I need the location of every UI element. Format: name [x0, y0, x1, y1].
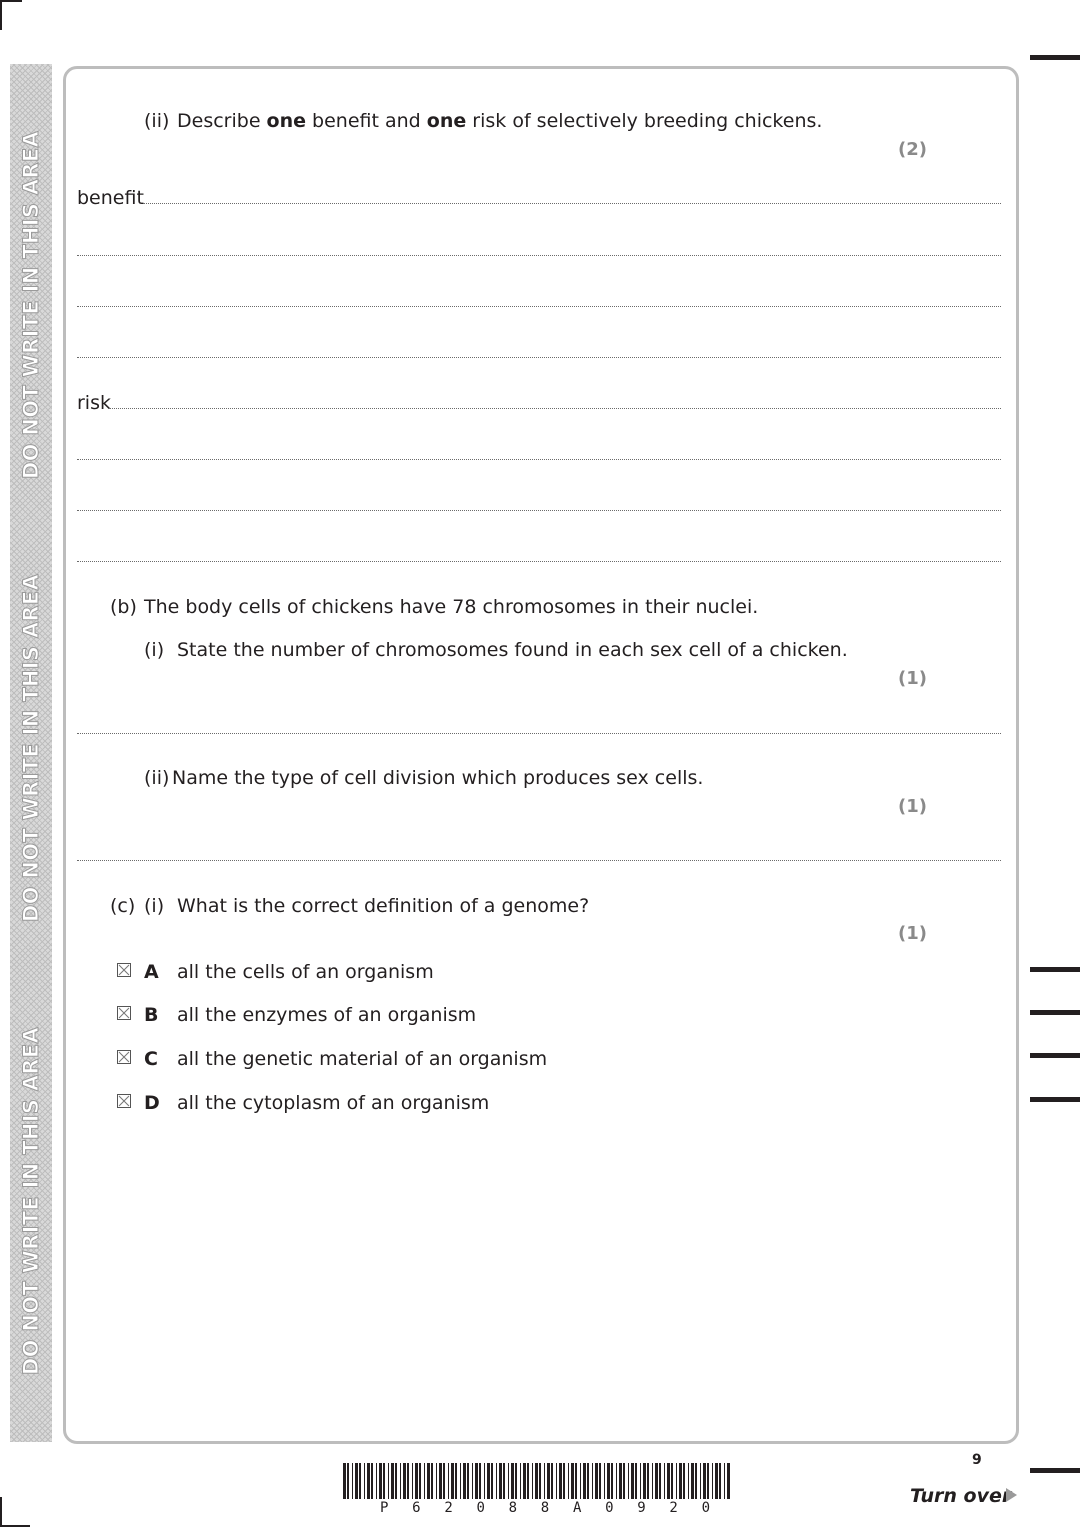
barcode-bar [667, 1463, 670, 1499]
barcode-digit: 9 [637, 1500, 646, 1516]
barcode-bar [508, 1463, 509, 1499]
answer-line[interactable] [77, 561, 1001, 562]
barcode-bar [487, 1463, 490, 1499]
barcode-bar [491, 1463, 493, 1499]
question-c-label: (c) [110, 895, 136, 917]
barcode-bar [640, 1463, 641, 1499]
answer-line[interactable] [77, 733, 1001, 734]
barcode-bar [367, 1463, 370, 1499]
barcode-bar [364, 1463, 365, 1499]
barcode-bar [511, 1463, 514, 1499]
barcode-bar [439, 1463, 442, 1499]
barcode-bar [727, 1463, 730, 1499]
option-c-letter: C [144, 1048, 158, 1070]
option-d-checkbox[interactable] [117, 1094, 131, 1108]
barcode-bar [688, 1463, 689, 1499]
barcode-bar [719, 1463, 721, 1499]
benefit-label: benefit [77, 187, 144, 209]
marks-b-i: (1) [898, 668, 927, 689]
question-c-i-text: What is the correct definition of a genome? [177, 895, 590, 917]
barcode-bar [623, 1463, 625, 1499]
barcode-bar [523, 1463, 526, 1499]
barcode-bar [484, 1463, 485, 1499]
edge-mark [1030, 1053, 1080, 1058]
edge-mark [1030, 1468, 1080, 1473]
barcode-bar [647, 1463, 649, 1499]
barcode-bar [424, 1463, 425, 1499]
answer-line[interactable] [77, 860, 1001, 861]
barcode-digit: 8 [540, 1500, 550, 1516]
barcode-bar [595, 1463, 598, 1499]
answer-line[interactable] [143, 203, 1001, 204]
edge-mark [1030, 1097, 1080, 1102]
barcode-bar [604, 1463, 605, 1499]
barcode-bar [724, 1463, 725, 1499]
edge-mark [1030, 967, 1080, 972]
barcode-bar [628, 1463, 629, 1499]
risk-label: risk [77, 392, 111, 414]
barcode-bar [443, 1463, 445, 1499]
edge-mark [1030, 55, 1080, 60]
crop-mark-top [0, 0, 2, 30]
option-a-letter: A [144, 961, 159, 983]
barcode-bar [359, 1463, 361, 1499]
barcode-bar [448, 1463, 449, 1499]
question-c-i-number: (i) [144, 895, 165, 917]
barcode-bar [415, 1463, 418, 1499]
barcode-digits [380, 1500, 710, 1516]
barcode-digit: 0 [701, 1500, 710, 1516]
answer-line[interactable] [109, 408, 1001, 409]
barcode-bar [371, 1463, 373, 1499]
barcode [343, 1463, 735, 1499]
barcode-bar [352, 1463, 353, 1499]
option-d-text: all the cytoplasm of an organism [177, 1092, 490, 1114]
barcode-bar [412, 1463, 413, 1499]
barcode-bar [467, 1463, 469, 1499]
barcode-bar [479, 1463, 481, 1499]
barcode-bar [407, 1463, 409, 1499]
barcode-bar [535, 1463, 538, 1499]
barcode-bar [391, 1463, 394, 1499]
barcode-bar [431, 1463, 433, 1499]
barcode-bar [583, 1463, 586, 1499]
barcode-bar [616, 1463, 617, 1499]
barcode-bar [343, 1463, 346, 1499]
barcode-bar [551, 1463, 553, 1499]
barcode-bar [403, 1463, 406, 1499]
barcode-bar [347, 1463, 349, 1499]
option-b-letter: B [144, 1004, 159, 1026]
barcode-bar [463, 1463, 466, 1499]
barcode-bar [436, 1463, 437, 1499]
barcode-bar [664, 1463, 665, 1499]
barcode-bar [619, 1463, 622, 1499]
barcode-bar [547, 1463, 550, 1499]
question-b-i-text: State the number of chromosomes found in each sex cell of a chicken. [177, 639, 848, 661]
barcode-bar [568, 1463, 569, 1499]
barcode-bar [383, 1463, 385, 1499]
option-b-text: all the enzymes of an organism [177, 1004, 477, 1026]
barcode-bar [703, 1463, 706, 1499]
turn-over-arrow-icon [1006, 1488, 1017, 1502]
marks-c-i: (1) [898, 923, 927, 944]
question-b-stem: The body cells of chickens have 78 chromosomes in their nuclei. [144, 596, 759, 618]
barcode-bar [379, 1463, 382, 1499]
barcode-bar [635, 1463, 637, 1499]
barcode-bar [683, 1463, 685, 1499]
barcode-digit: 0 [605, 1500, 614, 1516]
barcode-bar [695, 1463, 697, 1499]
turn-over-label: Turn over [910, 1485, 1012, 1507]
barcode-digit: 8 [508, 1500, 518, 1516]
barcode-bar [671, 1463, 673, 1499]
barcode-bar [419, 1463, 421, 1499]
question-b-label: (b) [110, 596, 137, 618]
marks-a-ii: (2) [898, 139, 927, 160]
barcode-bar [544, 1463, 545, 1499]
barcode-bar [496, 1463, 497, 1499]
option-c-text: all the genetic material of an organism [177, 1048, 548, 1070]
answer-line[interactable] [77, 510, 1001, 511]
barcode-bar [355, 1463, 358, 1499]
barcode-bar [395, 1463, 397, 1499]
barcode-bar [611, 1463, 613, 1499]
barcode-digit: 2 [669, 1500, 678, 1516]
barcode-bar [707, 1463, 709, 1499]
barcode-digit: 6 [412, 1500, 421, 1516]
barcode-bar [592, 1463, 593, 1499]
option-a-checkbox[interactable] [117, 963, 131, 977]
crop-mark-top-h [0, 0, 22, 2]
barcode-bar [571, 1463, 574, 1499]
barcode-bar [599, 1463, 601, 1499]
barcode-bar [575, 1463, 577, 1499]
answer-frame [63, 66, 1019, 1444]
answer-line[interactable] [77, 306, 1001, 307]
answer-line[interactable] [77, 459, 1001, 460]
barcode-bar [631, 1463, 634, 1499]
barcode-bar [451, 1463, 454, 1499]
barcode-bar [587, 1463, 589, 1499]
barcode-bar [532, 1463, 533, 1499]
barcode-bar [643, 1463, 646, 1499]
barcode-bar [691, 1463, 694, 1499]
barcode-bar [455, 1463, 457, 1499]
barcode-bar [520, 1463, 521, 1499]
barcode-bar [515, 1463, 517, 1499]
barcode-digit: P [380, 1500, 389, 1516]
question-b-ii-text: Name the type of cell division which produces sex cells. [172, 767, 704, 789]
barcode-bar [712, 1463, 713, 1499]
barcode-bar [475, 1463, 478, 1499]
crop-mark-bottom [0, 1497, 2, 1527]
barcode-bar [427, 1463, 430, 1499]
barcode-digit: A [572, 1500, 582, 1516]
barcode-bar [563, 1463, 565, 1499]
barcode-bar [700, 1463, 701, 1499]
answer-line[interactable] [77, 357, 1001, 358]
barcode-bar [539, 1463, 541, 1499]
barcode-digit: 0 [476, 1500, 485, 1516]
question-b-i-number: (i) [144, 639, 165, 661]
barcode-bar [580, 1463, 581, 1499]
barcode-bar [400, 1463, 401, 1499]
barcode-bar [527, 1463, 529, 1499]
page-number: 9 [972, 1452, 982, 1468]
barcode-bar [559, 1463, 562, 1499]
barcode-bar [503, 1463, 505, 1499]
question-a-ii-number: (ii) [144, 110, 170, 132]
question-b-ii-number: (ii) [144, 767, 170, 789]
answer-line[interactable] [77, 255, 1001, 256]
barcode-bar [607, 1463, 610, 1499]
barcode-bar [388, 1463, 389, 1499]
marks-b-ii: (1) [898, 796, 927, 817]
barcode-bar [556, 1463, 557, 1499]
barcode-bar [715, 1463, 718, 1499]
option-b-checkbox[interactable] [117, 1006, 131, 1020]
barcode-bar [679, 1463, 682, 1499]
option-a-text: all the cells of an organism [177, 961, 434, 983]
barcode-bar [472, 1463, 473, 1499]
question-a-ii-text: Describe one benefit and one risk of selectively breeding chickens. [177, 110, 823, 132]
barcode-bar [376, 1463, 377, 1499]
option-d-letter: D [144, 1092, 160, 1114]
option-c-checkbox[interactable] [117, 1050, 131, 1064]
barcode-bar [676, 1463, 677, 1499]
barcode-bar [460, 1463, 461, 1499]
barcode-digit: 2 [444, 1500, 453, 1516]
barcode-bar [655, 1463, 658, 1499]
edge-mark [1030, 1010, 1080, 1015]
barcode-bar [659, 1463, 661, 1499]
barcode-bar [499, 1463, 502, 1499]
barcode-bar [652, 1463, 653, 1499]
